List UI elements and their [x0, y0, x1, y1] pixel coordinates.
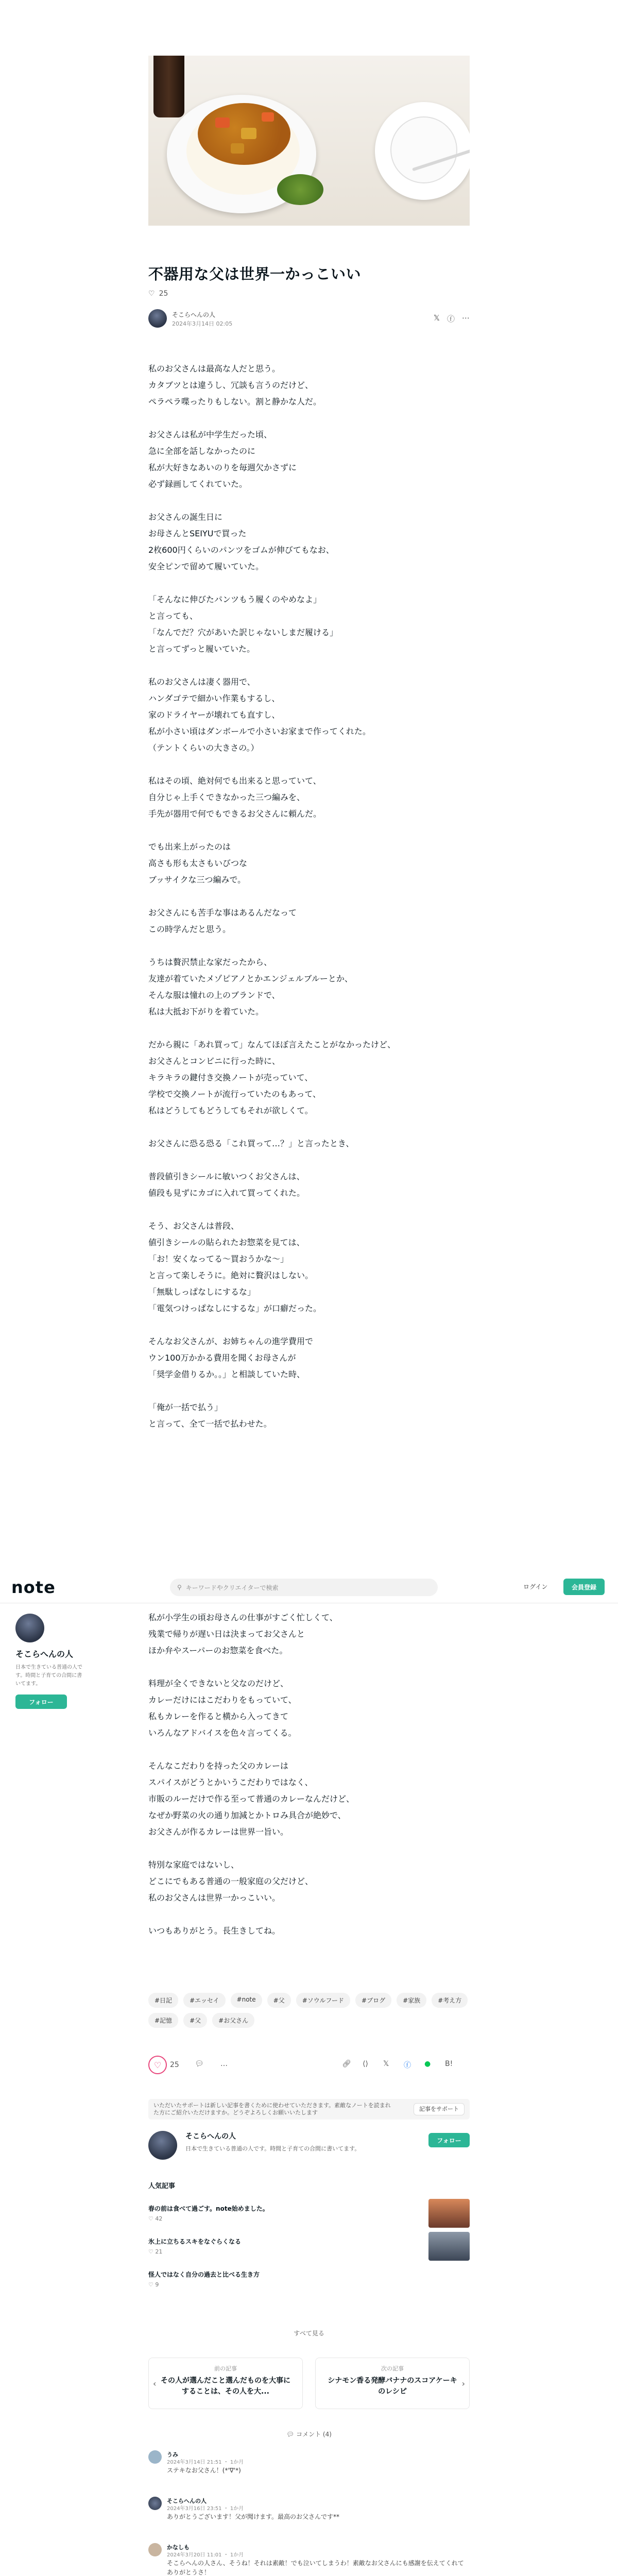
paragraph-line: 私はその頃、絶対何でも出来ると思っていて、: [148, 776, 321, 786]
paragraph-line: キラキラの鍵付き交換ノートが売っていて、: [148, 1073, 313, 1082]
paragraph: [148, 361, 470, 410]
paragraph-line: お父さんは私が中学生だった頃、: [148, 430, 272, 439]
paragraph-line: ハンダゴテで細かい作業もするし、: [148, 693, 280, 703]
search-input[interactable]: [170, 1579, 438, 1596]
paragraph-line: 学校で交換ノートが流行っていたのもあって、: [148, 1089, 321, 1099]
paragraph-line: 私はどうしてもどうしてもそれが欲しくて。: [148, 1106, 313, 1115]
hatena-share-icon[interactable]: B!: [445, 2060, 453, 2068]
popular-heading: 人気記事: [148, 2182, 176, 2190]
article-actions: [148, 2056, 470, 2078]
comment-item: かなしも 2024年3月20日 11:01 ・ 1か月 そこらへんの人さん、そうね！それは素敵！でも泣いてしまうわ！素敵なお父さんにも感謝を伝えてくれてありがとうさ！: [148, 2543, 470, 2576]
embed-icon[interactable]: ⟨⟩: [363, 2060, 368, 2068]
paragraph-line: どこにでもある普通の一般家庭の父だけど、: [148, 1876, 314, 1886]
paragraph-line: 必ず録画してくれていた。: [148, 479, 248, 489]
paragraph-line: 普段値引きシールに敏いつくお父さんは、: [148, 1172, 305, 1181]
paragraph-line: 残業で帰りが遅い日は決まってお父さんと: [148, 1629, 305, 1639]
paragraph-line: 「なんでだ？穴があいた訳じゃないしまだ履ける」: [148, 628, 338, 637]
tag-chip[interactable]: #日記: [148, 1993, 178, 2008]
tag-chip[interactable]: #家族: [397, 1993, 426, 2008]
paragraph-line: 「俺が一括で払う」: [148, 1402, 223, 1412]
paragraph-line: そう、お父さんは普段、: [148, 1221, 239, 1231]
paragraph: [148, 773, 470, 822]
paragraph-line: 私が小学生の頃お母さんの仕事がすごく忙しくて、: [148, 1613, 338, 1622]
paragraph-line: なぜか野菜の火の通り加減とかトロみ具合が絶妙で、: [148, 1810, 346, 1820]
paragraph: [148, 954, 470, 1020]
thumbnail: [428, 2199, 470, 2228]
x-share-icon[interactable]: 𝕏: [433, 313, 440, 323]
paragraph-line: 私のお父さんは凄く器用で、: [148, 677, 255, 687]
paragraph-line: ブッサイクな三つ編みで。: [148, 875, 246, 885]
paragraph: [148, 1037, 470, 1119]
more-share-icon[interactable]: ⋯: [462, 313, 470, 323]
tag-list: [148, 1993, 470, 2028]
paragraph: [148, 905, 470, 938]
post-date: 2024年3月14日 02:05: [172, 320, 233, 327]
paragraph-line: お父さんにも苦手な事はあるんだなって: [148, 908, 297, 918]
tag-chip[interactable]: #エッセイ: [183, 1993, 225, 2008]
paragraph-line: お父さんの誕生日に: [148, 512, 223, 522]
paragraph: [148, 1675, 470, 1741]
paragraph: [148, 1609, 470, 1659]
support-box: [148, 2099, 470, 2120]
paragraph-line: 値引きシールの貼られたお惣菜を見ては、: [148, 1238, 305, 1247]
tag-chip[interactable]: #ブログ: [355, 1993, 391, 2008]
paragraph-line: 私もカレーを作ると横から入ってきて: [148, 1711, 289, 1721]
paragraph: [148, 1399, 470, 1432]
paragraph-line: 私が小さい頃はダンボールで小さいお家まで作ってくれた。: [148, 726, 371, 736]
author-info: [148, 309, 470, 330]
see-all-link[interactable]: すべて見る: [294, 2330, 324, 2337]
paragraph: [148, 1168, 470, 1201]
author-name[interactable]: そこらへんの人: [172, 311, 216, 318]
chevron-left-icon: ‹: [153, 2379, 157, 2388]
paragraph-line: だから親に「あれ買って」なんてほぼ言えたことがなかったけど、: [148, 1040, 396, 1049]
hero-image: [148, 56, 470, 226]
paragraph: [148, 1758, 470, 1840]
paragraph-line: 「そんなに伸びたパンツもう履くのやめなよ」: [148, 595, 322, 604]
thumbnail: [428, 2232, 470, 2261]
paragraph-line: 私のお父さんは最高な人だと思う。: [148, 364, 281, 374]
paragraph-line: ウン100万かかる費用を聞くお母さんが: [148, 1353, 296, 1363]
paragraph-line: 私のお父さんは世界一かっこいい。: [148, 1893, 281, 1903]
paragraph: [148, 427, 470, 493]
author-profile-card: [148, 2128, 470, 2167]
avatar[interactable]: [148, 2131, 177, 2160]
tag-chip[interactable]: #お父さん: [212, 2013, 254, 2028]
list-item[interactable]: 氷上に立ちるスキをなぐらくなる ♡ 21: [148, 2237, 470, 2268]
sidebar-profile: [15, 1614, 82, 1709]
paragraph-line: 「お！安くなってる〜買おうかな〜」: [148, 1254, 289, 1264]
paragraph-line: 「電気つけっぱなしにするな」が口癖だった。: [148, 1303, 322, 1313]
comment-item: うみ 2024年3月14日 21:51 ・ 1か月 ステキなお父さん！(*'∇'*): [148, 2450, 470, 2486]
paragraph-line: 2枚600円くらいのパンツをゴムが伸びてもなお、: [148, 545, 334, 555]
paragraph-line: スパイスがどうとかいうこだわりではなく、: [148, 1777, 313, 1787]
paragraph-line: と言っても、: [148, 611, 198, 621]
tag-chip[interactable]: #ソウルフード: [296, 1993, 350, 2008]
paragraph-line: いろんなアドバイスを色々言ってくる。: [148, 1728, 297, 1738]
follow-button[interactable]: フォロー: [15, 1694, 67, 1709]
paragraph-line: お父さんとコンビニに行った時に、: [148, 1056, 281, 1066]
comment-icon: 💬︎: [195, 2060, 204, 2068]
tag-chip[interactable]: #考え方: [432, 1993, 468, 2008]
paragraph-line: お父さんが作るカレーは世界一旨い。: [148, 1827, 289, 1837]
paragraph-line: 自分じゃ上手くできなかった三つ編みを、: [148, 792, 305, 802]
paragraph: [148, 1136, 470, 1152]
avatar[interactable]: [15, 1614, 44, 1642]
paragraph-line: そんなこだわりを持った父のカレーは: [148, 1761, 289, 1771]
paragraph: [148, 1857, 470, 1906]
paragraph-line: 手先が器用で何でもできるお父さんに頼んだ。: [148, 809, 322, 819]
paragraph: [148, 1218, 470, 1317]
paragraph-line: そんな服は憧れの上のブランドで、: [148, 990, 280, 1000]
paragraph: [148, 674, 470, 756]
share-icons: [434, 313, 470, 324]
follow-button[interactable]: フォロー: [428, 2133, 470, 2147]
x-share-icon[interactable]: 𝕏: [383, 2060, 389, 2068]
paragraph-line: 「奨学金借りるか。。」と相談していた時、: [148, 1369, 305, 1379]
support-button[interactable]: 記事をサポート: [414, 2103, 465, 2115]
paragraph-line: お父さんに恐る恐る「これ買って…？」と言ったとき、: [148, 1139, 354, 1148]
comment-button[interactable]: [195, 2060, 204, 2068]
paragraph-line: この時学んだと思う。: [148, 924, 231, 934]
tag-chip[interactable]: #note: [231, 1993, 262, 2008]
facebook-share-icon[interactable]: ⓕ: [447, 314, 455, 324]
chevron-right-icon: ›: [461, 2379, 465, 2388]
link-copy-icon[interactable]: 🔗︎: [342, 2060, 351, 2068]
list-item[interactable]: 春の前は食べて過ごす。note始めました。 ♡ 42: [148, 2204, 470, 2235]
paragraph-line: 特別な家庭ではないし、: [148, 1860, 239, 1870]
paragraph-line: 市販のルーだけで作る至って普通のカレーなんだけど、: [148, 1794, 355, 1804]
paragraph-line: いつもありがとう。長生きしてね。: [148, 1926, 281, 1936]
sidebar-author-desc: 日本で生きている普通の人です。時間と子育ての合間に書いてます。: [15, 1665, 82, 1687]
profile-desc: 日本で生きている普通の人です。時間と子育ての合間に書いてます。: [185, 2145, 360, 2152]
avatar[interactable]: [148, 309, 167, 328]
paragraph-line: ペラペラ喋ったりもしない。割と静かな人だ。: [148, 397, 322, 406]
paragraph: [148, 591, 470, 657]
tag-chip[interactable]: #父: [267, 1993, 291, 2008]
facebook-share-icon[interactable]: ⓕ: [404, 2061, 411, 2070]
like-button[interactable]: ♡ 25: [148, 2056, 179, 2074]
paragraph-line: 私は大抵お下がりを着ていた。: [148, 1007, 264, 1016]
comment-icon: 💬︎: [286, 2431, 297, 2438]
paragraph-line: 高さも形も太さもいびつな: [148, 858, 248, 868]
note-logo[interactable]: note: [11, 1578, 56, 1597]
paragraph-line: ほか弁やスーパーのお惣菜を食べた。: [148, 1646, 288, 1655]
paragraph-line: 友達が着ていたメゾピアノとかエンジェルブルーとか、: [148, 974, 353, 984]
paragraph: [148, 509, 470, 575]
comment-item: そこらへんの人 2024年3月16日 23:51 ・ 1か月 ありがとうございます！父が聞けます。最高のお父さんです**: [148, 2497, 470, 2533]
tag-chip[interactable]: #父: [183, 2013, 207, 2028]
paragraph: [148, 1333, 470, 1383]
paragraph: [148, 1923, 470, 1939]
article-like-count[interactable]: ♡ 25: [148, 290, 168, 298]
paragraph-line: と言ってずっと履いていた。: [148, 644, 255, 654]
login-link[interactable]: ログイン: [523, 1583, 548, 1590]
paragraph-line: と言って楽しそうに。絶対に贅沢はしない。: [148, 1270, 314, 1280]
heart-icon: ♡: [148, 2056, 167, 2074]
paragraph-line: 私が大好きなあいのりを毎週欠かさずに: [148, 463, 297, 472]
paragraph-line: 「無駄しっぱなしにするな」: [148, 1287, 256, 1297]
prev-article-card[interactable]: ‹ 前の記事 その人が選んだこと選んだものを大事にすることは、その人を大...: [148, 2358, 303, 2409]
next-article-card[interactable]: › 次の記事 シナモン香る発酵バナナのスコアケーキのレシピ: [315, 2358, 470, 2409]
support-text: いただいたサポートは新しい記事を書くために使わせていただきます。素敵なノートを読まれた方にご紹介いただけますか。どうぞよろしくお願いいたします: [153, 2102, 391, 2116]
paragraph-line: 急に全部を話しなかったのに: [148, 446, 256, 456]
site-header: [0, 1571, 618, 1603]
paragraph-line: でも出来上がったのは: [148, 842, 231, 852]
heart-icon: ♡: [148, 290, 155, 298]
paragraph-line: うちは贅沢禁止な家だったから、: [148, 957, 272, 967]
line-share-icon[interactable]: ●: [424, 2060, 431, 2068]
paragraph: [148, 839, 470, 888]
avatar[interactable]: [148, 2543, 162, 2556]
paragraph-line: と言って、全て一括で払わせた。: [148, 1419, 272, 1429]
avatar[interactable]: [148, 2497, 162, 2510]
paragraph-line: お母さんとSEIYUで買った: [148, 529, 247, 538]
search-placeholder: キーワードやクリエイターで検索: [185, 1584, 279, 1591]
comments-heading[interactable]: 💬︎ コメント (4): [286, 2431, 332, 2438]
tag-chip[interactable]: #記憶: [148, 2013, 178, 2028]
register-button[interactable]: 会員登録: [563, 1579, 605, 1595]
profile-name[interactable]: そこらへんの人: [185, 2132, 236, 2141]
search-icon: ⚲: [177, 1584, 182, 1591]
list-item[interactable]: 怪人ではなく自分の過去と比べる生き方 ♡ 9: [148, 2271, 260, 2288]
bottle-graphic: [153, 56, 184, 117]
avatar[interactable]: [148, 2450, 162, 2464]
paragraph-line: カレーだけにはこだわりをもっていて、: [148, 1695, 297, 1705]
sidebar-author-name[interactable]: そこらへんの人: [15, 1649, 74, 1659]
paragraph-line: 値段も見ずにカゴに入れて買ってくれた。: [148, 1188, 305, 1198]
paragraph-line: そんなお父さんが、お姉ちゃんの進学費用で: [148, 1336, 314, 1346]
paragraph-line: （テントくらいの大きさの。）: [148, 743, 259, 753]
paragraph-line: カタブツとは違うし、冗談も言うのだけど、: [148, 380, 314, 390]
paragraph-line: 料理が全くできないと父なのだけど、: [148, 1679, 289, 1688]
paragraph-line: 安全ピンで留めて履いていた。: [148, 562, 264, 571]
more-button[interactable]: …: [220, 2060, 228, 2068]
article-title: 不器用な父は世界一かっこいい: [148, 265, 362, 283]
paragraph-line: 家のドライヤーが壊れても直すし、: [148, 710, 280, 720]
